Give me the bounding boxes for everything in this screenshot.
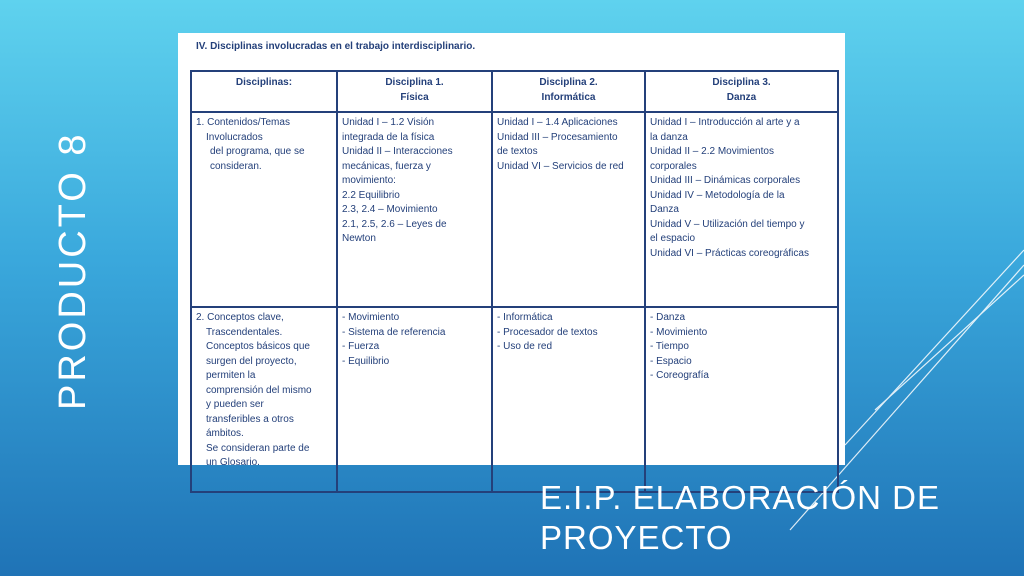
disciplines-table — [190, 70, 839, 493]
cell-conceptos-fisica: - Movimiento - Sistema de referencia - Fuerza - Equilibrio — [337, 307, 492, 492]
row-head-conceptos: 2. Conceptos clave, Trascendentales. Conceptos básicos que surgen del proyecto, permiten la comprensión del mismo y pueden ser transferibles a otros ámbitos. Se consideran parte de un Glosario. — [191, 307, 337, 492]
table-row — [191, 112, 838, 307]
row-head-contenidos: 1. Contenidos/Temas Involucrados del programa, que se consideran. — [191, 112, 337, 307]
cell-conceptos-danza: - Danza - Movimiento - Tiempo - Espacio - Coreografía — [645, 307, 838, 492]
caption-line-1: E.I.P. ELABORACIÓN DE — [540, 479, 941, 516]
header-disciplina-2: Disciplina 2. Informática — [492, 71, 645, 112]
document-image — [178, 33, 845, 468]
table-header-row — [191, 71, 838, 112]
header-disciplinas: Disciplinas: — [191, 71, 337, 112]
document-title: IV. Disciplinas involucradas en el trabajo interdisciplinario. — [196, 41, 476, 52]
cell-contenidos-fisica: Unidad I – 1.2 Visión integrada de la física Unidad II – Interacciones mecánicas, fuerza y movimiento: 2.2 Equilibrio 2.3, 2.4 – Movimiento 2.1, 2.5, 2.6 – Leyes de Newton — [337, 112, 492, 307]
slide-vertical-title: PRODUCTO 8 — [52, 131, 94, 410]
cell-contenidos-informatica: Unidad I – 1.4 Aplicaciones Unidad III – Procesamiento de textos Unidad VI – Servicios de red — [492, 112, 645, 307]
slide-caption — [540, 478, 940, 558]
cell-conceptos-informatica: - Informática - Procesador de textos - Uso de red — [492, 307, 645, 492]
header-disciplina-3: Disciplina 3. Danza — [645, 71, 838, 112]
table-row — [191, 307, 838, 492]
caption-line-2: PROYECTO — [540, 519, 733, 556]
header-disciplina-1: Disciplina 1. Física — [337, 71, 492, 112]
cell-contenidos-danza: Unidad I – Introducción al arte y a la danza Unidad II – 2.2 Movimientos corporales Unidad III – Dinámicas corporales Unidad IV – Metodología de la Danza Unidad V – Utilización del tiempo y el espacio Unidad VI – Prácticas coreográficas — [645, 112, 838, 307]
